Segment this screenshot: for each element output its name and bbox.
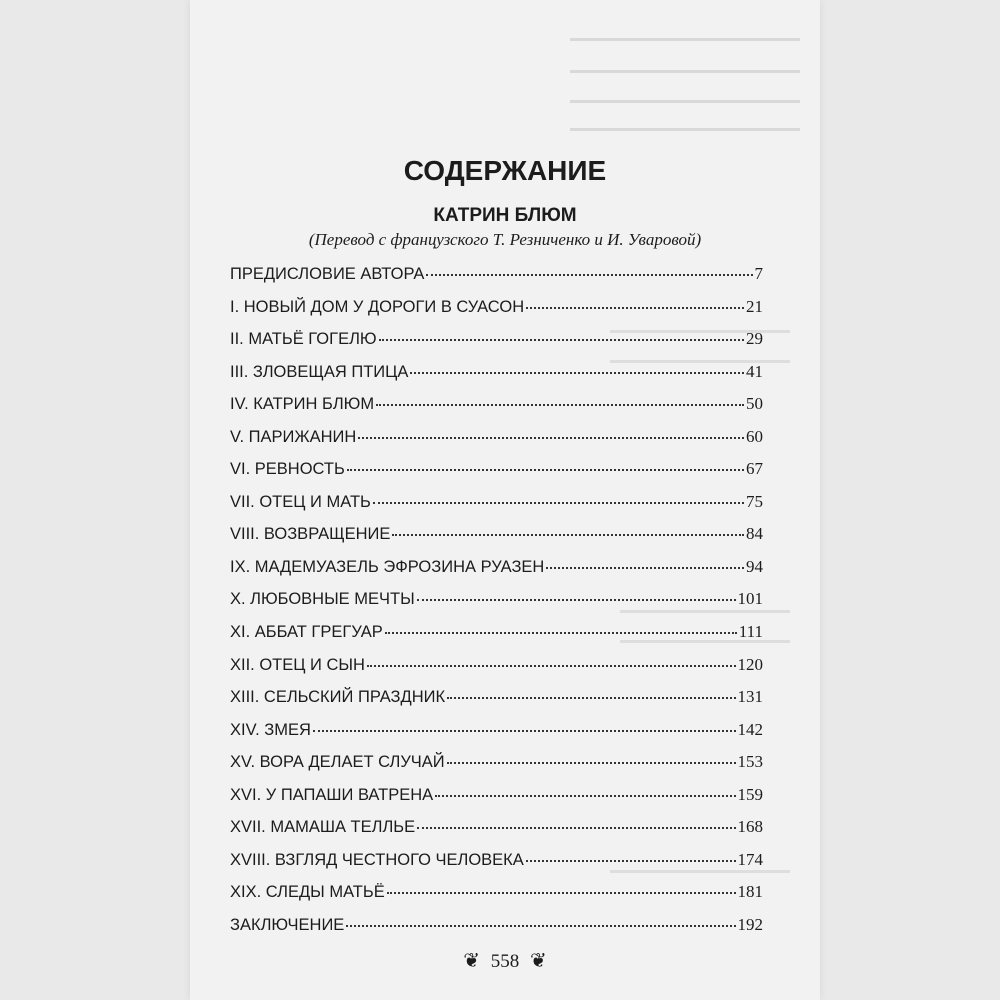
toc-entry-title: IX. МАДЕМУАЗЕЛЬ ЭФРОЗИНА РУАЗЕН bbox=[230, 557, 545, 576]
toc-entry bbox=[230, 752, 763, 785]
toc-entry bbox=[230, 524, 763, 557]
toc-entry bbox=[230, 362, 763, 395]
dot-leader bbox=[447, 762, 736, 764]
toc-entry bbox=[230, 329, 763, 362]
toc-entry-title: XVIII. ВЗГЛЯД ЧЕСТНОГО ЧЕЛОВЕКА bbox=[230, 850, 524, 869]
toc-entry-title: III. ЗЛОВЕЩАЯ ПТИЦА bbox=[230, 362, 409, 381]
toc-entry-page: 67 bbox=[746, 459, 763, 479]
toc-entry-page: 29 bbox=[746, 329, 763, 349]
toc-entry-page: 181 bbox=[737, 882, 763, 902]
toc-entry-title: ПРЕДИСЛОВИЕ АВТОРА bbox=[230, 265, 425, 283]
fleuron-right-icon: ❦ bbox=[530, 950, 547, 972]
toc-entry-page: 153 bbox=[737, 752, 763, 772]
toc-entry-page: 101 bbox=[737, 589, 763, 609]
toc-entry-title: V. ПАРИЖАНИН bbox=[230, 427, 357, 446]
toc-entry bbox=[230, 915, 763, 948]
dot-leader bbox=[346, 925, 735, 927]
toc-entry-title: ЗАКЛЮЧЕНИЕ bbox=[230, 915, 345, 934]
dot-leader bbox=[373, 502, 744, 504]
dot-leader bbox=[435, 795, 735, 797]
dot-leader bbox=[367, 665, 736, 667]
toc-entry bbox=[230, 557, 763, 590]
toc-entry-page: 142 bbox=[737, 719, 763, 739]
toc-entry bbox=[230, 720, 763, 753]
toc-entry bbox=[230, 394, 763, 427]
toc-entry bbox=[230, 687, 763, 720]
dot-leader bbox=[347, 469, 744, 471]
toc-entry-page: 120 bbox=[737, 654, 763, 674]
table-of-contents bbox=[230, 264, 763, 947]
toc-entry bbox=[230, 817, 763, 850]
toc-entry-title: X. ЛЮБОВНЫЕ МЕЧТЫ bbox=[230, 590, 415, 609]
dot-leader bbox=[376, 404, 744, 406]
dot-leader bbox=[526, 307, 744, 309]
toc-entry-page: 84 bbox=[746, 524, 763, 544]
dot-leader bbox=[387, 892, 736, 894]
dot-leader bbox=[526, 860, 736, 862]
toc-entry-title: XVI. У ПАПАШИ ВАТРЕНА bbox=[230, 785, 434, 804]
toc-entry-title: VIII. ВОЗВРАЩЕНИЕ bbox=[230, 525, 391, 544]
toc-entry bbox=[230, 622, 763, 655]
toc-entry-page: 7 bbox=[754, 264, 763, 283]
toc-entry-page: 94 bbox=[746, 556, 763, 576]
toc-entry bbox=[230, 589, 763, 622]
toc-entry-page: 21 bbox=[746, 296, 763, 316]
toc-entry bbox=[230, 264, 763, 297]
page-title: СОДЕРЖАНИЕ bbox=[403, 155, 607, 186]
toc-entry-page: 192 bbox=[737, 914, 763, 934]
dot-leader bbox=[392, 534, 744, 536]
dot-leader bbox=[385, 632, 737, 634]
dot-leader bbox=[417, 599, 736, 601]
toc-entry bbox=[230, 785, 763, 818]
book-title: КАТРИН БЛЮМ bbox=[433, 205, 577, 226]
dot-leader bbox=[358, 437, 744, 439]
book-page bbox=[190, 0, 820, 1000]
toc-entry-page: 75 bbox=[746, 491, 763, 511]
dot-leader bbox=[313, 730, 736, 732]
translator-note: (Перевод с французского Т. Резниченко и И. Уваровой) bbox=[308, 230, 702, 249]
toc-entry-title: XIV. ЗМЕЯ bbox=[230, 720, 311, 739]
toc-entry-title: VI. РЕВНОСТЬ bbox=[230, 460, 345, 479]
toc-entry-page: 111 bbox=[738, 622, 763, 642]
fleuron-left-icon: ❦ bbox=[463, 950, 480, 972]
dot-leader bbox=[379, 339, 744, 341]
toc-entry-title: XIX. СЛЕДЫ МАТЬЁ bbox=[230, 883, 385, 902]
dot-leader bbox=[447, 697, 735, 699]
toc-entry-title: IV. КАТРИН БЛЮМ bbox=[230, 395, 375, 414]
toc-entry bbox=[230, 850, 763, 883]
toc-entry-page: 60 bbox=[746, 426, 763, 446]
toc-entry-title: XV. ВОРА ДЕЛАЕТ СЛУЧАЙ bbox=[230, 753, 445, 772]
dot-leader bbox=[410, 372, 744, 374]
page-number: 558 bbox=[490, 951, 520, 972]
dot-leader bbox=[426, 274, 752, 276]
toc-entry-page: 168 bbox=[737, 817, 763, 837]
toc-entry-title: XIII. СЕЛЬСКИЙ ПРАЗДНИК bbox=[230, 688, 446, 707]
toc-entry-title: I. НОВЫЙ ДОМ У ДОРОГИ В СУАСОН bbox=[230, 297, 525, 316]
toc-entry bbox=[230, 492, 763, 525]
toc-entry bbox=[230, 459, 763, 492]
toc-entry-page: 41 bbox=[746, 361, 763, 381]
toc-entry-page: 159 bbox=[737, 784, 763, 804]
dot-leader bbox=[417, 827, 735, 829]
toc-entry-title: XI. АББАТ ГРЕГУАР bbox=[230, 623, 383, 642]
toc-entry-page: 50 bbox=[746, 394, 763, 414]
toc-entry bbox=[230, 297, 763, 330]
toc-entry-title: XII. ОТЕЦ И СЫН bbox=[230, 655, 365, 674]
dot-leader bbox=[546, 567, 744, 569]
toc-entry-page: 131 bbox=[737, 687, 763, 707]
toc-entry bbox=[230, 655, 763, 688]
toc-entry-title: II. МАТЬЁ ГОГЕЛЮ bbox=[230, 330, 377, 349]
toc-entry-title: XVII. МАМАША ТЕЛЛЬЕ bbox=[230, 818, 416, 837]
page-footer bbox=[190, 948, 820, 973]
toc-entry-title: VII. ОТЕЦ И МАТЬ bbox=[230, 492, 371, 511]
toc-entry bbox=[230, 427, 763, 460]
toc-entry bbox=[230, 882, 763, 915]
toc-entry-page: 174 bbox=[737, 849, 763, 869]
